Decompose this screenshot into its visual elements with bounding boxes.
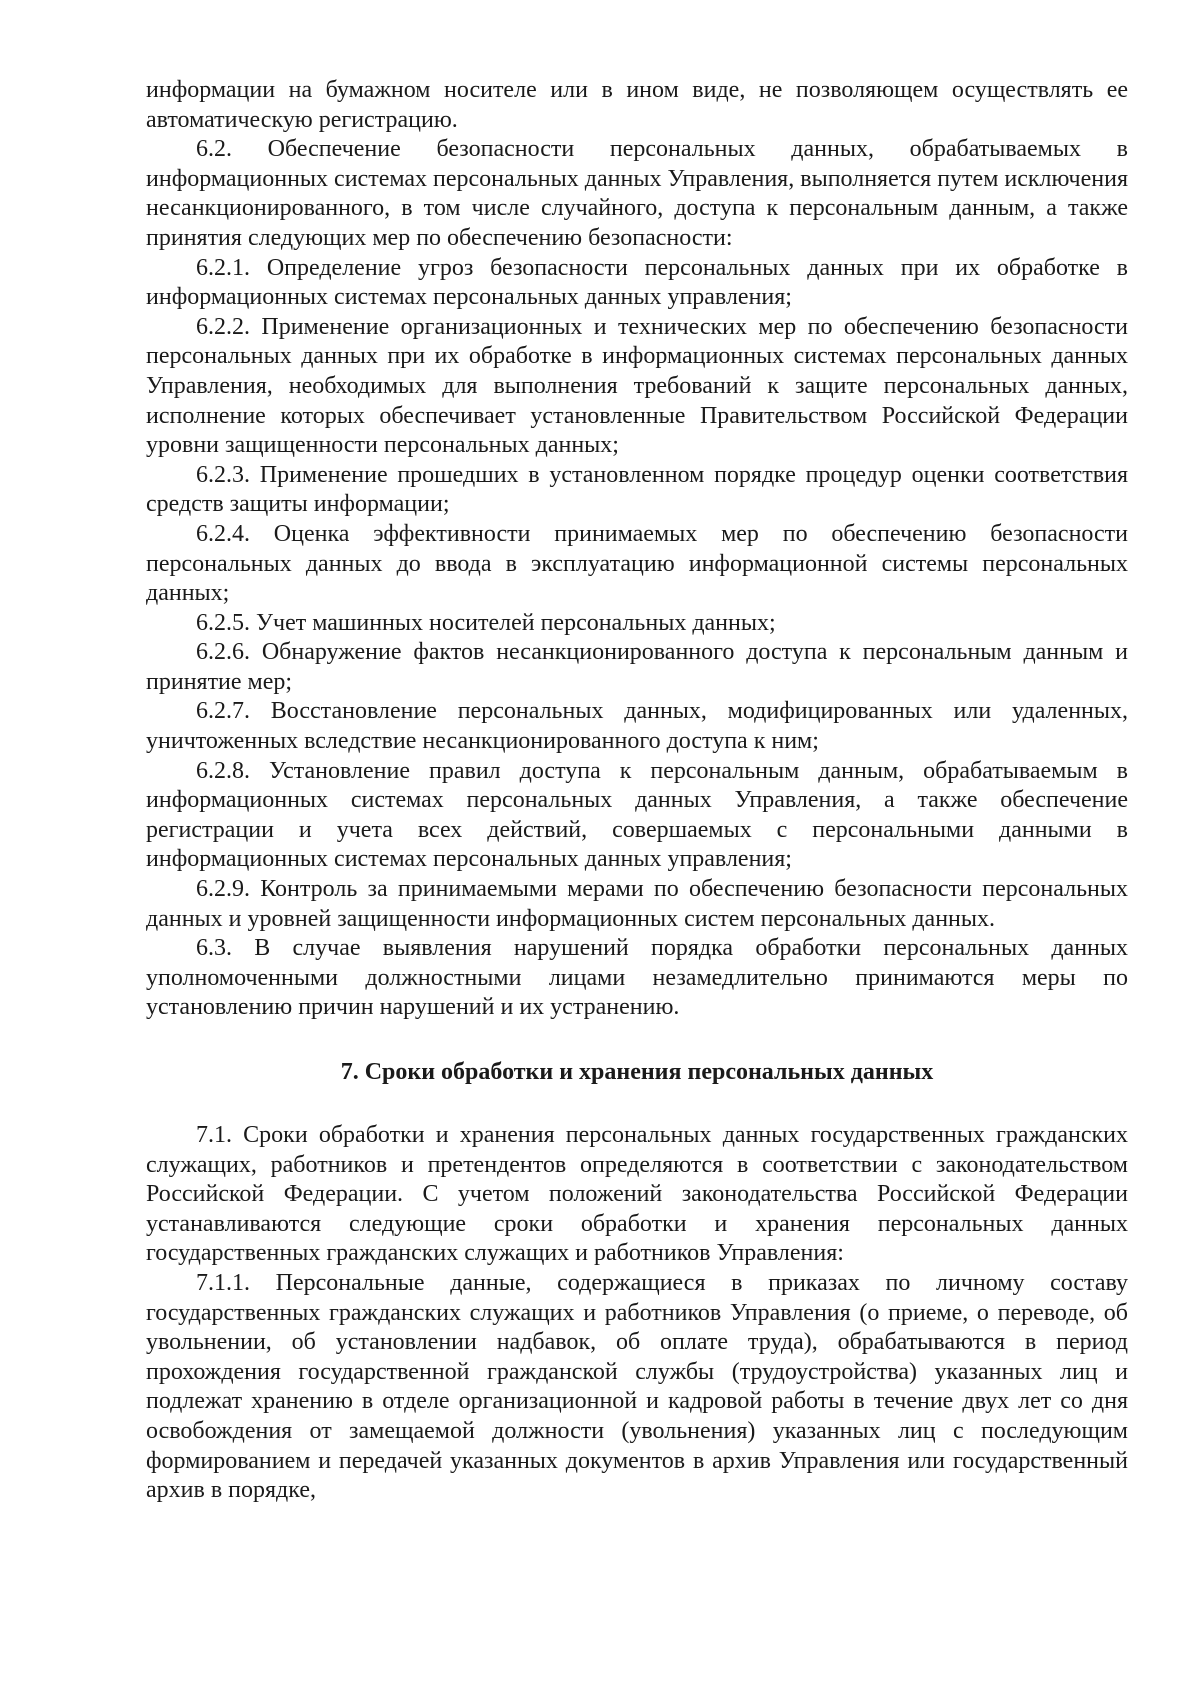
- paragraph-7-1-1: 7.1.1. Персональные данные, содержащиеся в приказах по личному составу государственных гражданских служащих и работников Управления (о приеме, о переводе, об увольнении, об установлении надбавок, об оплате труда), обрабатываются в период прохождения государственной гражданской службы (трудоустройства) указанных лиц и подлежат хранению в отделе организационной и кадровой работы в течение двух лет со дня освобождения от замещаемой должности (увольнения) указанных лиц с последующим формированием и передачей указанных документов в архив Управления или государственный архив в порядке,: [146, 1269, 1128, 1504]
- paragraph-6-2: 6.2. Обеспечение безопасности персональных данных, обрабатываемых в информационных системах персональных данных Управления, выполняется путем исключения несанкционированного, в том числе случайного, доступа к персональным данным, а также принятия следующих мер по обеспечению безопасности:: [146, 136, 1128, 251]
- paragraph-6-2-5: 6.2.5. Учет машинных носителей персональных данных;: [196, 609, 776, 636]
- paragraph-6-2-7: 6.2.7. Восстановление персональных данных, модифицированных или удаленных, уничтоженных вследствие несанкционированного доступа к ним;: [146, 698, 1128, 755]
- section-heading: 7. Сроки обработки и хранения персональных данных: [340, 1059, 934, 1085]
- paragraph-6-2-1: 6.2.1. Определение угроз безопасности персональных данных при их обработке в информационных системах персональных данных управления;: [146, 254, 1128, 311]
- paragraph-6-2-3: 6.2.3. Применение прошедших в установленном порядке процедур оценки соответствия средств защиты информации;: [146, 461, 1128, 518]
- paragraph-6-2-2: 6.2.2. Применение организационных и технических мер по обеспечению безопасности персональных данных при их обработке в информационных системах персональных данных Управления, необходимых для выполнения требований к защите персональных данных, исполнение которых обеспечивает установленные Правительством Российской Федерации уровни защищенности персональных данных;: [146, 313, 1128, 459]
- paragraph-6-2-6: 6.2.6. Обнаружение фактов несанкционированного доступа к персональным данным и принятие мер;: [146, 639, 1128, 695]
- paragraph-6-2-9: 6.2.9. Контроль за принимаемыми мерами по обеспечению безопасности персональных данных и уровней защищенности информационных систем персональных данных.: [146, 876, 1128, 932]
- paragraph-continuation: информации на бумажном носителе или в ином виде, не позволяющем осуществлять ее автоматическую регистрацию.: [146, 77, 1128, 133]
- document-page: [146, 76, 1128, 1506]
- paragraph-6-3: 6.3. В случае выявления нарушений порядка обработки персональных данных уполномоченными должностными лицами незамедлительно принимаются меры по установлению причин нарушений и их устранению.: [146, 935, 1128, 1021]
- paragraph-7-1: 7.1. Сроки обработки и хранения персональных данных государственных гражданских служащих, работников и претендентов определяются в соответствии с законодательством Российской Федерации. С учетом положений законодательства Российской Федерации устанавливаются следующие сроки обработки и хранения персональных данных государственных гражданских служащих и работников Управления:: [146, 1122, 1128, 1267]
- paragraph-6-2-8: 6.2.8. Установление правил доступа к персональным данным, обрабатываемым в информационных системах персональных данных Управления, а также обеспечение регистрации и учета всех действий, совершаемых с персональными данными в информационных системах персональных данных управления;: [146, 757, 1128, 873]
- paragraph-6-2-4: 6.2.4. Оценка эффективности принимаемых мер по обеспечению безопасности персональных данных до ввода в эксплуатацию информационной системы персональных данных;: [146, 520, 1128, 607]
